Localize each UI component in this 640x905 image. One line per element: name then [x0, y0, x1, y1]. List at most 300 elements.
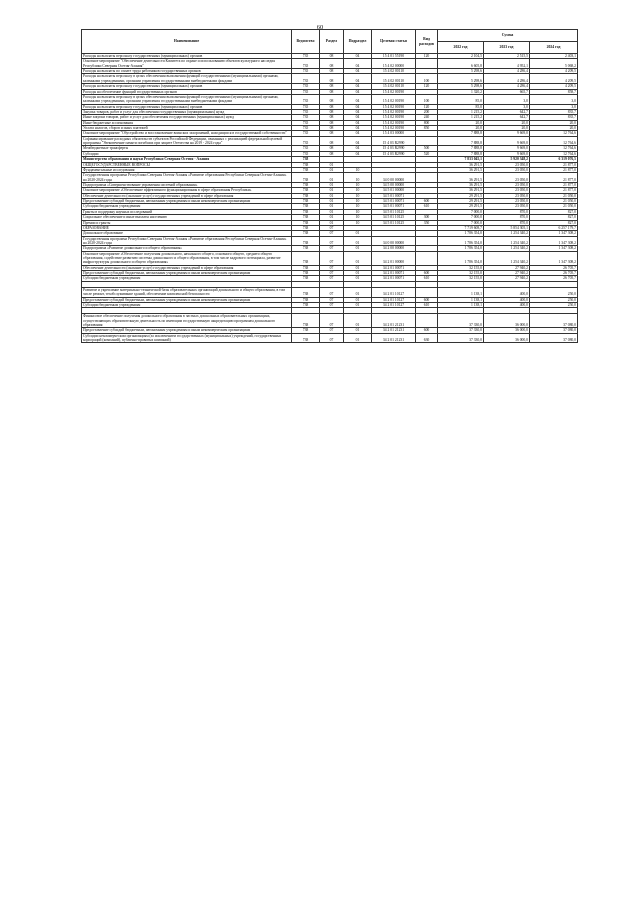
header-year-2024: 2024 год: [530, 42, 578, 54]
cell-subsection: 01: [344, 333, 372, 343]
header-article: Целевая статья: [372, 30, 416, 54]
cell-2024: 6 257 179,7: [530, 225, 578, 230]
cell-subsection: 04: [344, 89, 372, 94]
cell-section: 01: [320, 215, 344, 220]
cell-section: 08: [320, 59, 344, 69]
cell-2023: 20,0: [484, 120, 530, 125]
cell-subsection: 10: [344, 209, 372, 214]
cell-department: 738: [292, 287, 320, 297]
cell-2023: 36 000,0: [484, 328, 530, 333]
table-row: [82, 236, 578, 246]
cell-2022: 37 330,0: [438, 333, 484, 343]
cell-name: Развитие и укрепление материально-технической базы образовательных организаций дошкольного и общего образования, в том числе ремонт, техобслуживание зданий, обеспечение комплексной безопасности: [82, 287, 292, 297]
cell-subsection: 04: [344, 104, 372, 109]
cell-2024: 3,0: [530, 104, 578, 109]
cell-name: Расходы на обеспечение функций государственных органов: [82, 89, 292, 94]
cell-department: 738: [292, 209, 320, 214]
cell-2023: 9 669,0: [484, 136, 530, 146]
cell-section: 08: [320, 136, 344, 146]
cell-2024: 4 209,5: [530, 74, 578, 84]
page-number: 60: [316, 24, 324, 31]
cell-2023: 23 050,0: [484, 173, 530, 183]
cell-expense-type: 610: [416, 276, 438, 281]
cell-section: 07: [320, 328, 344, 333]
cell-section: 08: [320, 94, 344, 104]
cell-name: Софинансирование расходных обязательств субъектов Российской Федерации, связанных с реализацией федеральной целевой программы "Увековечение памяти погибших при защите Отечества на 2019 - 2024 годы": [82, 136, 292, 146]
cell-2024: 21 050,0: [530, 193, 578, 198]
cell-2022: 36 291,5: [438, 173, 484, 183]
cell-2022: 2 104,5: [438, 54, 484, 59]
cell-expense-type: 120: [416, 54, 438, 59]
cell-section: 08: [320, 89, 344, 94]
cell-article: 34 5 01 00000: [372, 188, 416, 193]
cell-department: 738: [292, 199, 320, 204]
cell-subsection: 04: [344, 120, 372, 125]
cell-department: 738: [292, 188, 320, 193]
cell-2024: 3,0: [530, 94, 578, 104]
cell-2022: 20,0: [438, 126, 484, 131]
cell-department: 738: [292, 182, 320, 187]
cell-name: Закупка товаров, работ и услуг для обеспечения государственных (муниципальных) нужд: [82, 109, 292, 114]
cell-2023: 4 952,1: [484, 59, 530, 69]
cell-2022: 1 138,1: [438, 287, 484, 297]
cell-subsection: 04: [344, 94, 372, 104]
cell-article: 34 5 00 00000: [372, 182, 416, 187]
cell-name: Обеспечение деятельности (оказание услуг) государственных учреждений в сфере образования: [82, 193, 292, 198]
cell-expense-type: 600: [416, 297, 438, 302]
cell-section: 07: [320, 314, 344, 328]
cell-section: 07: [320, 246, 344, 251]
cell-2024: 26 705,7: [530, 276, 578, 281]
cell-2024: 858,7: [530, 89, 578, 94]
cell-2022: 1 215,2: [438, 109, 484, 114]
cell-2023: 23 050,0: [484, 162, 530, 167]
cell-2024: 2 403,1: [530, 54, 578, 59]
cell-name: Предоставление субсидий бюджетным, автономным учреждениям и иным некоммерческим организациям: [82, 199, 292, 204]
cell-section: 07: [320, 225, 344, 230]
cell-2023: 870,0: [484, 209, 530, 214]
cell-2023: 3,0: [484, 104, 530, 109]
cell-2023: 9 669,0: [484, 131, 530, 136]
cell-department: 735: [292, 120, 320, 125]
cell-2024: 250,0: [530, 297, 578, 302]
cell-2022: 7 888,8: [438, 151, 484, 156]
cell-article: 15 4 03 R2990: [372, 146, 416, 151]
cell-2024: 21 877,0: [530, 162, 578, 167]
cell-article: 15 4 03 R2990: [372, 136, 416, 146]
cell-name: Основное мероприятие "Обеспечение деятельности Комитета по охране и использованию объектов культурного наследия Республики Северная Осетия-Алания": [82, 59, 292, 69]
cell-subsection: 01: [344, 246, 372, 251]
cell-subsection: 10: [344, 220, 372, 225]
cell-section: 08: [320, 74, 344, 84]
cell-subsection: 01: [344, 287, 372, 297]
cell-article: 15 4 02 00190: [372, 94, 416, 104]
cell-section: 07: [320, 271, 344, 276]
cell-department: 735: [292, 104, 320, 109]
cell-article: 34 5 01 10125: [372, 220, 416, 225]
cell-article: 15 4 02 00190: [372, 89, 416, 94]
cell-2023: 1 254 340,2: [484, 251, 530, 265]
cell-article: 15 4 01 55190: [372, 54, 416, 59]
cell-name: Министерство образования и науки Республики Северная Осетия - Алания: [82, 157, 292, 162]
cell-article: 15 4 03 R2990: [372, 151, 416, 156]
cell-expense-type: 610: [416, 204, 438, 209]
cell-subsection: 04: [344, 59, 372, 69]
cell-department: 738: [292, 328, 320, 333]
cell-section: 08: [320, 115, 344, 120]
cell-section: 01: [320, 182, 344, 187]
cell-name: Социальное обеспечение и иные выплаты населению: [82, 215, 292, 220]
cell-name: Субсидии бюджетным учреждениям: [82, 276, 292, 281]
cell-subsection: 10: [344, 173, 372, 183]
cell-subsection: 01: [344, 297, 372, 302]
cell-article: 34 2 01 10127: [372, 287, 416, 297]
cell-department: 738: [292, 231, 320, 236]
cell-2024: 21 050,0: [530, 199, 578, 204]
cell-2024: 1 347 308,2: [530, 236, 578, 246]
cell-name: Премии и гранты: [82, 220, 292, 225]
cell-section: 07: [320, 276, 344, 281]
cell-article: 34 2 01 10127: [372, 302, 416, 307]
cell-2022: 20,0: [438, 120, 484, 125]
cell-subsection: 04: [344, 151, 372, 156]
cell-2022: 5 298,6: [438, 84, 484, 89]
header-sum: Сумма: [438, 30, 578, 42]
cell-article: 34 2 01 21231: [372, 328, 416, 333]
cell-expense-type: [416, 236, 438, 246]
cell-2023: 9 669,0: [484, 151, 530, 156]
cell-2024: 835,7: [530, 115, 578, 120]
cell-subsection: 01: [344, 236, 372, 246]
cell-2024: 21 877,0: [530, 182, 578, 187]
cell-article: 34 5 01 00071: [372, 193, 416, 198]
cell-expense-type: 240: [416, 115, 438, 120]
cell-2024: 21 877,0: [530, 173, 578, 183]
cell-article: 15 4 02 00000: [372, 59, 416, 69]
cell-section: 01: [320, 167, 344, 172]
cell-department: 735: [292, 146, 320, 151]
table-body: [82, 54, 578, 343]
cell-name: ОБРАЗОВАНИЕ: [82, 225, 292, 230]
cell-subsection: 01: [344, 276, 372, 281]
cell-subsection: 04: [344, 74, 372, 84]
cell-section: 08: [320, 69, 344, 74]
header-year-2023: 2023 год: [484, 42, 530, 54]
cell-2024: 37 080,0: [530, 314, 578, 328]
cell-name: Межбюджетные трансферты: [82, 146, 292, 151]
cell-article: 34 2 01 00071: [372, 271, 416, 276]
cell-department: 738: [292, 220, 320, 225]
cell-subsection: 01: [344, 302, 372, 307]
cell-2024: 835,7: [530, 109, 578, 114]
cell-subsection: 10: [344, 167, 372, 172]
cell-2023: 27 940,2: [484, 271, 530, 276]
cell-subsection: 01: [344, 231, 372, 236]
cell-subsection: 01: [344, 328, 372, 333]
cell-2023: 1 254 340,2: [484, 246, 530, 251]
cell-2022: 1 786 354,0: [438, 236, 484, 246]
cell-name: Субсидии: [82, 151, 292, 156]
cell-2023: 36 000,0: [484, 333, 530, 343]
cell-article: 34 2 01 10127: [372, 297, 416, 302]
cell-section: 01: [320, 193, 344, 198]
cell-article: 34 2 00 00000: [372, 246, 416, 251]
cell-department: 738: [292, 333, 320, 343]
cell-2022: 7 000,0: [438, 209, 484, 214]
cell-name: Дошкольное образование: [82, 231, 292, 236]
cell-2022: 5 298,6: [438, 74, 484, 84]
cell-article: 15 4 02 00110: [372, 69, 416, 74]
cell-2022: 29 291,5: [438, 199, 484, 204]
cell-2023: 9 669,0: [484, 146, 530, 151]
cell-article: 15 4 02 00190: [372, 115, 416, 120]
cell-department: 738: [292, 251, 320, 265]
cell-name: Основное мероприятие "Обустройство и восстановление воинских захоронений, находящихся в государственной собственности": [82, 131, 292, 136]
cell-article: 15 4 02 00190: [372, 104, 416, 109]
cell-2023: 4 286,4: [484, 74, 530, 84]
cell-name: Иные закупки товаров, работ и услуг для обеспечения государственных (муниципальных) нужд: [82, 115, 292, 120]
cell-name: Иные бюджетные ассигнования: [82, 120, 292, 125]
cell-department: 735: [292, 151, 320, 156]
cell-2024: 26 705,7: [530, 265, 578, 270]
cell-expense-type: 600: [416, 199, 438, 204]
cell-2024: 827,0: [530, 215, 578, 220]
cell-subsection: 04: [344, 69, 372, 74]
cell-2022: 7 888,8: [438, 136, 484, 146]
cell-name: Субсидии бюджетным учреждениям: [82, 302, 292, 307]
cell-2024: 1 347 308,2: [530, 246, 578, 251]
table-row: [82, 94, 578, 104]
cell-2024: 12 764,6: [530, 136, 578, 146]
cell-name: Подпрограмма «Совершенствование управления системой образования»: [82, 182, 292, 187]
cell-2023: 27 940,2: [484, 265, 530, 270]
cell-subsection: 04: [344, 136, 372, 146]
cell-expense-type: [416, 59, 438, 69]
cell-expense-type: 350: [416, 220, 438, 225]
cell-department: 735: [292, 109, 320, 114]
cell-section: 08: [320, 109, 344, 114]
cell-department: 738: [292, 297, 320, 302]
cell-2022: 36 291,5: [438, 182, 484, 187]
cell-department: 738: [292, 193, 320, 198]
cell-2022: 29 291,5: [438, 204, 484, 209]
cell-2022: 32 155,0: [438, 265, 484, 270]
cell-subsection: 04: [344, 146, 372, 151]
cell-2022: 1 786 354,0: [438, 251, 484, 265]
cell-name: Подпрограмма «Развитие дошкольного и общего образования»: [82, 246, 292, 251]
cell-department: 735: [292, 136, 320, 146]
cell-name: Субсидии некоммерческим организациям (за исключением государственных (муниципальных) учреждений, государственных корпораций (компаний), публично-правовых компаний): [82, 333, 292, 343]
cell-2023: 665,7: [484, 89, 530, 94]
cell-2023: 642,7: [484, 115, 530, 120]
cell-subsection: 04: [344, 131, 372, 136]
cell-expense-type: [416, 136, 438, 146]
table-row: [82, 74, 578, 84]
header-section: Раздел: [320, 30, 344, 54]
cell-department: 738: [292, 265, 320, 270]
cell-section: 07: [320, 302, 344, 307]
cell-expense-type: 100: [416, 74, 438, 84]
cell-2024: 250,0: [530, 302, 578, 307]
cell-2024: 21 877,0: [530, 188, 578, 193]
budget-table: [81, 29, 578, 343]
table-row: [82, 173, 578, 183]
cell-2022: 7 888,8: [438, 146, 484, 151]
cell-expense-type: [416, 314, 438, 328]
cell-subsection: 10: [344, 188, 372, 193]
cell-section: 08: [320, 120, 344, 125]
cell-department: 738: [292, 173, 320, 183]
cell-subsection: 04: [344, 126, 372, 131]
cell-subsection: 10: [344, 182, 372, 187]
cell-2024: 37 080,0: [530, 328, 578, 333]
cell-2024: 6 319 076,5: [530, 157, 578, 162]
cell-department: 735: [292, 94, 320, 104]
cell-article: 34 2 01 00071: [372, 265, 416, 270]
cell-name: Субсидии бюджетным учреждениям: [82, 204, 292, 209]
cell-2023: 3,0: [484, 94, 530, 104]
cell-section: 07: [320, 236, 344, 246]
cell-name: Предоставление субсидий бюджетным, автономным учреждениям и иным некоммерческим организациям: [82, 328, 292, 333]
cell-department: 735: [292, 84, 320, 89]
cell-expense-type: [416, 251, 438, 265]
cell-section: 01: [320, 162, 344, 167]
cell-department: 735: [292, 59, 320, 69]
cell-department: 738: [292, 215, 320, 220]
cell-department: 738: [292, 314, 320, 328]
cell-2022: 37 330,0: [438, 328, 484, 333]
table-row: [82, 59, 578, 69]
cell-subsection: 01: [344, 271, 372, 276]
cell-section: 01: [320, 209, 344, 214]
cell-section: 08: [320, 151, 344, 156]
cell-2024: 21 050,0: [530, 204, 578, 209]
cell-expense-type: 500: [416, 146, 438, 151]
cell-2024: 827,0: [530, 209, 578, 214]
cell-department: 738: [292, 225, 320, 230]
header-year-2022: 2022 год: [438, 42, 484, 54]
cell-2023: 23 050,0: [484, 188, 530, 193]
cell-2023: 642,7: [484, 109, 530, 114]
cell-section: 08: [320, 146, 344, 151]
cell-subsection: 04: [344, 54, 372, 59]
cell-2022: 1 215,2: [438, 115, 484, 120]
cell-2022: 36 291,5: [438, 162, 484, 167]
cell-department: 735: [292, 69, 320, 74]
cell-department: 735: [292, 74, 320, 84]
cell-section: 07: [320, 231, 344, 236]
cell-name: Основное мероприятие «Обеспечение получения дошкольного, начального общего, основного общего, среднего общего образования, содействие развитию системы дошкольного и общего образования, в том числе кадрового потенциала, развитие инфраструктуры дошкольного и общего образования»: [82, 251, 292, 265]
cell-2024: 1 347 308,2: [530, 251, 578, 265]
cell-expense-type: 100: [416, 94, 438, 104]
header-name: Наименование: [82, 30, 292, 54]
cell-2022: 1 786 354,0: [438, 246, 484, 251]
cell-2024: 250,0: [530, 287, 578, 297]
cell-2022: 7 833 045,1: [438, 157, 484, 162]
header-subsection: Подраздел: [344, 30, 372, 54]
cell-2024: 37 080,0: [530, 333, 578, 343]
cell-department: 738: [292, 246, 320, 251]
cell-name: Расходы на выплаты персоналу в целях обеспечения выполнения функций государственными (муниципальными) органами, казенными учреждениями, органами управления государственными внебюджетными фондами: [82, 74, 292, 84]
cell-department: 735: [292, 89, 320, 94]
cell-subsection: 10: [344, 204, 372, 209]
cell-2022: 37 330,0: [438, 314, 484, 328]
cell-name: Расходы на выплаты персоналу государственных (муниципальных) органов: [82, 104, 292, 109]
cell-2024: 20,0: [530, 126, 578, 131]
cell-2022: 1 138,1: [438, 302, 484, 307]
cell-section: 08: [320, 104, 344, 109]
cell-article: 15 4 02 00190: [372, 109, 416, 114]
cell-expense-type: 610: [416, 302, 438, 307]
cell-2023: 1 254 340,2: [484, 231, 530, 236]
cell-subsection: 04: [344, 109, 372, 114]
cell-2023: 5 854 305,1: [484, 225, 530, 230]
cell-expense-type: 850: [416, 126, 438, 131]
cell-2024: 4 209,5: [530, 69, 578, 74]
cell-department: 738: [292, 157, 320, 162]
cell-2023: 27 940,2: [484, 276, 530, 281]
cell-department: 738: [292, 167, 320, 172]
cell-name: Фундаментальные исследования: [82, 167, 292, 172]
cell-section: 08: [320, 126, 344, 131]
cell-department: 738: [292, 302, 320, 307]
cell-subsection: 10: [344, 215, 372, 220]
cell-2022: 7 000,0: [438, 215, 484, 220]
cell-expense-type: 120: [416, 84, 438, 89]
cell-article: 34 2 01 21231: [372, 333, 416, 343]
cell-2023: 870,0: [484, 215, 530, 220]
cell-article: 15 4 02 00190: [372, 120, 416, 125]
cell-2023: 870,0: [484, 220, 530, 225]
cell-expense-type: 800: [416, 120, 438, 125]
cell-section: 07: [320, 265, 344, 270]
cell-name: ОБЩЕГОСУДАРСТВЕННЫЕ ВОПРОСЫ: [82, 162, 292, 167]
cell-2024: 12 764,6: [530, 131, 578, 136]
cell-department: 738: [292, 276, 320, 281]
cell-2022: 32 155,0: [438, 271, 484, 276]
cell-article: 34 5 01 00071: [372, 204, 416, 209]
cell-subsection: 04: [344, 84, 372, 89]
cell-name: Основное мероприятие «Обеспечение эффективного функционирования в сфере образования Республики»: [82, 188, 292, 193]
cell-2024: 4 209,5: [530, 84, 578, 89]
cell-section: 07: [320, 287, 344, 297]
table-row: [82, 314, 578, 328]
table-row: [82, 287, 578, 297]
cell-subsection: 01: [344, 251, 372, 265]
cell-article: 15 4 03 00000: [372, 131, 416, 136]
cell-section: 01: [320, 199, 344, 204]
cell-2024: 21 877,0: [530, 167, 578, 172]
cell-expense-type: 120: [416, 104, 438, 109]
cell-article: 34 5 01 10125: [372, 209, 416, 214]
cell-department: 735: [292, 126, 320, 131]
cell-2024: 1 347 308,2: [530, 231, 578, 236]
cell-section: 08: [320, 54, 344, 59]
cell-2022: 1 138,1: [438, 297, 484, 302]
cell-name: Государственная программа Республики Северная Осетия-Алания «Развитие образования Республики Северная Осетия-Алания» на 2020-2024 годы: [82, 236, 292, 246]
cell-article: 34 2 01 00071: [372, 276, 416, 281]
cell-2024: 26 705,7: [530, 271, 578, 276]
cell-section: 01: [320, 204, 344, 209]
cell-article: 34 0 00 00000: [372, 173, 416, 183]
table-row: [82, 333, 578, 343]
cell-expense-type: 200: [416, 109, 438, 114]
cell-2022: 32 155,0: [438, 276, 484, 281]
cell-2024: 827,0: [530, 220, 578, 225]
cell-2023: 23 050,0: [484, 167, 530, 172]
cell-section: 07: [320, 333, 344, 343]
cell-expense-type: 600: [416, 271, 438, 276]
